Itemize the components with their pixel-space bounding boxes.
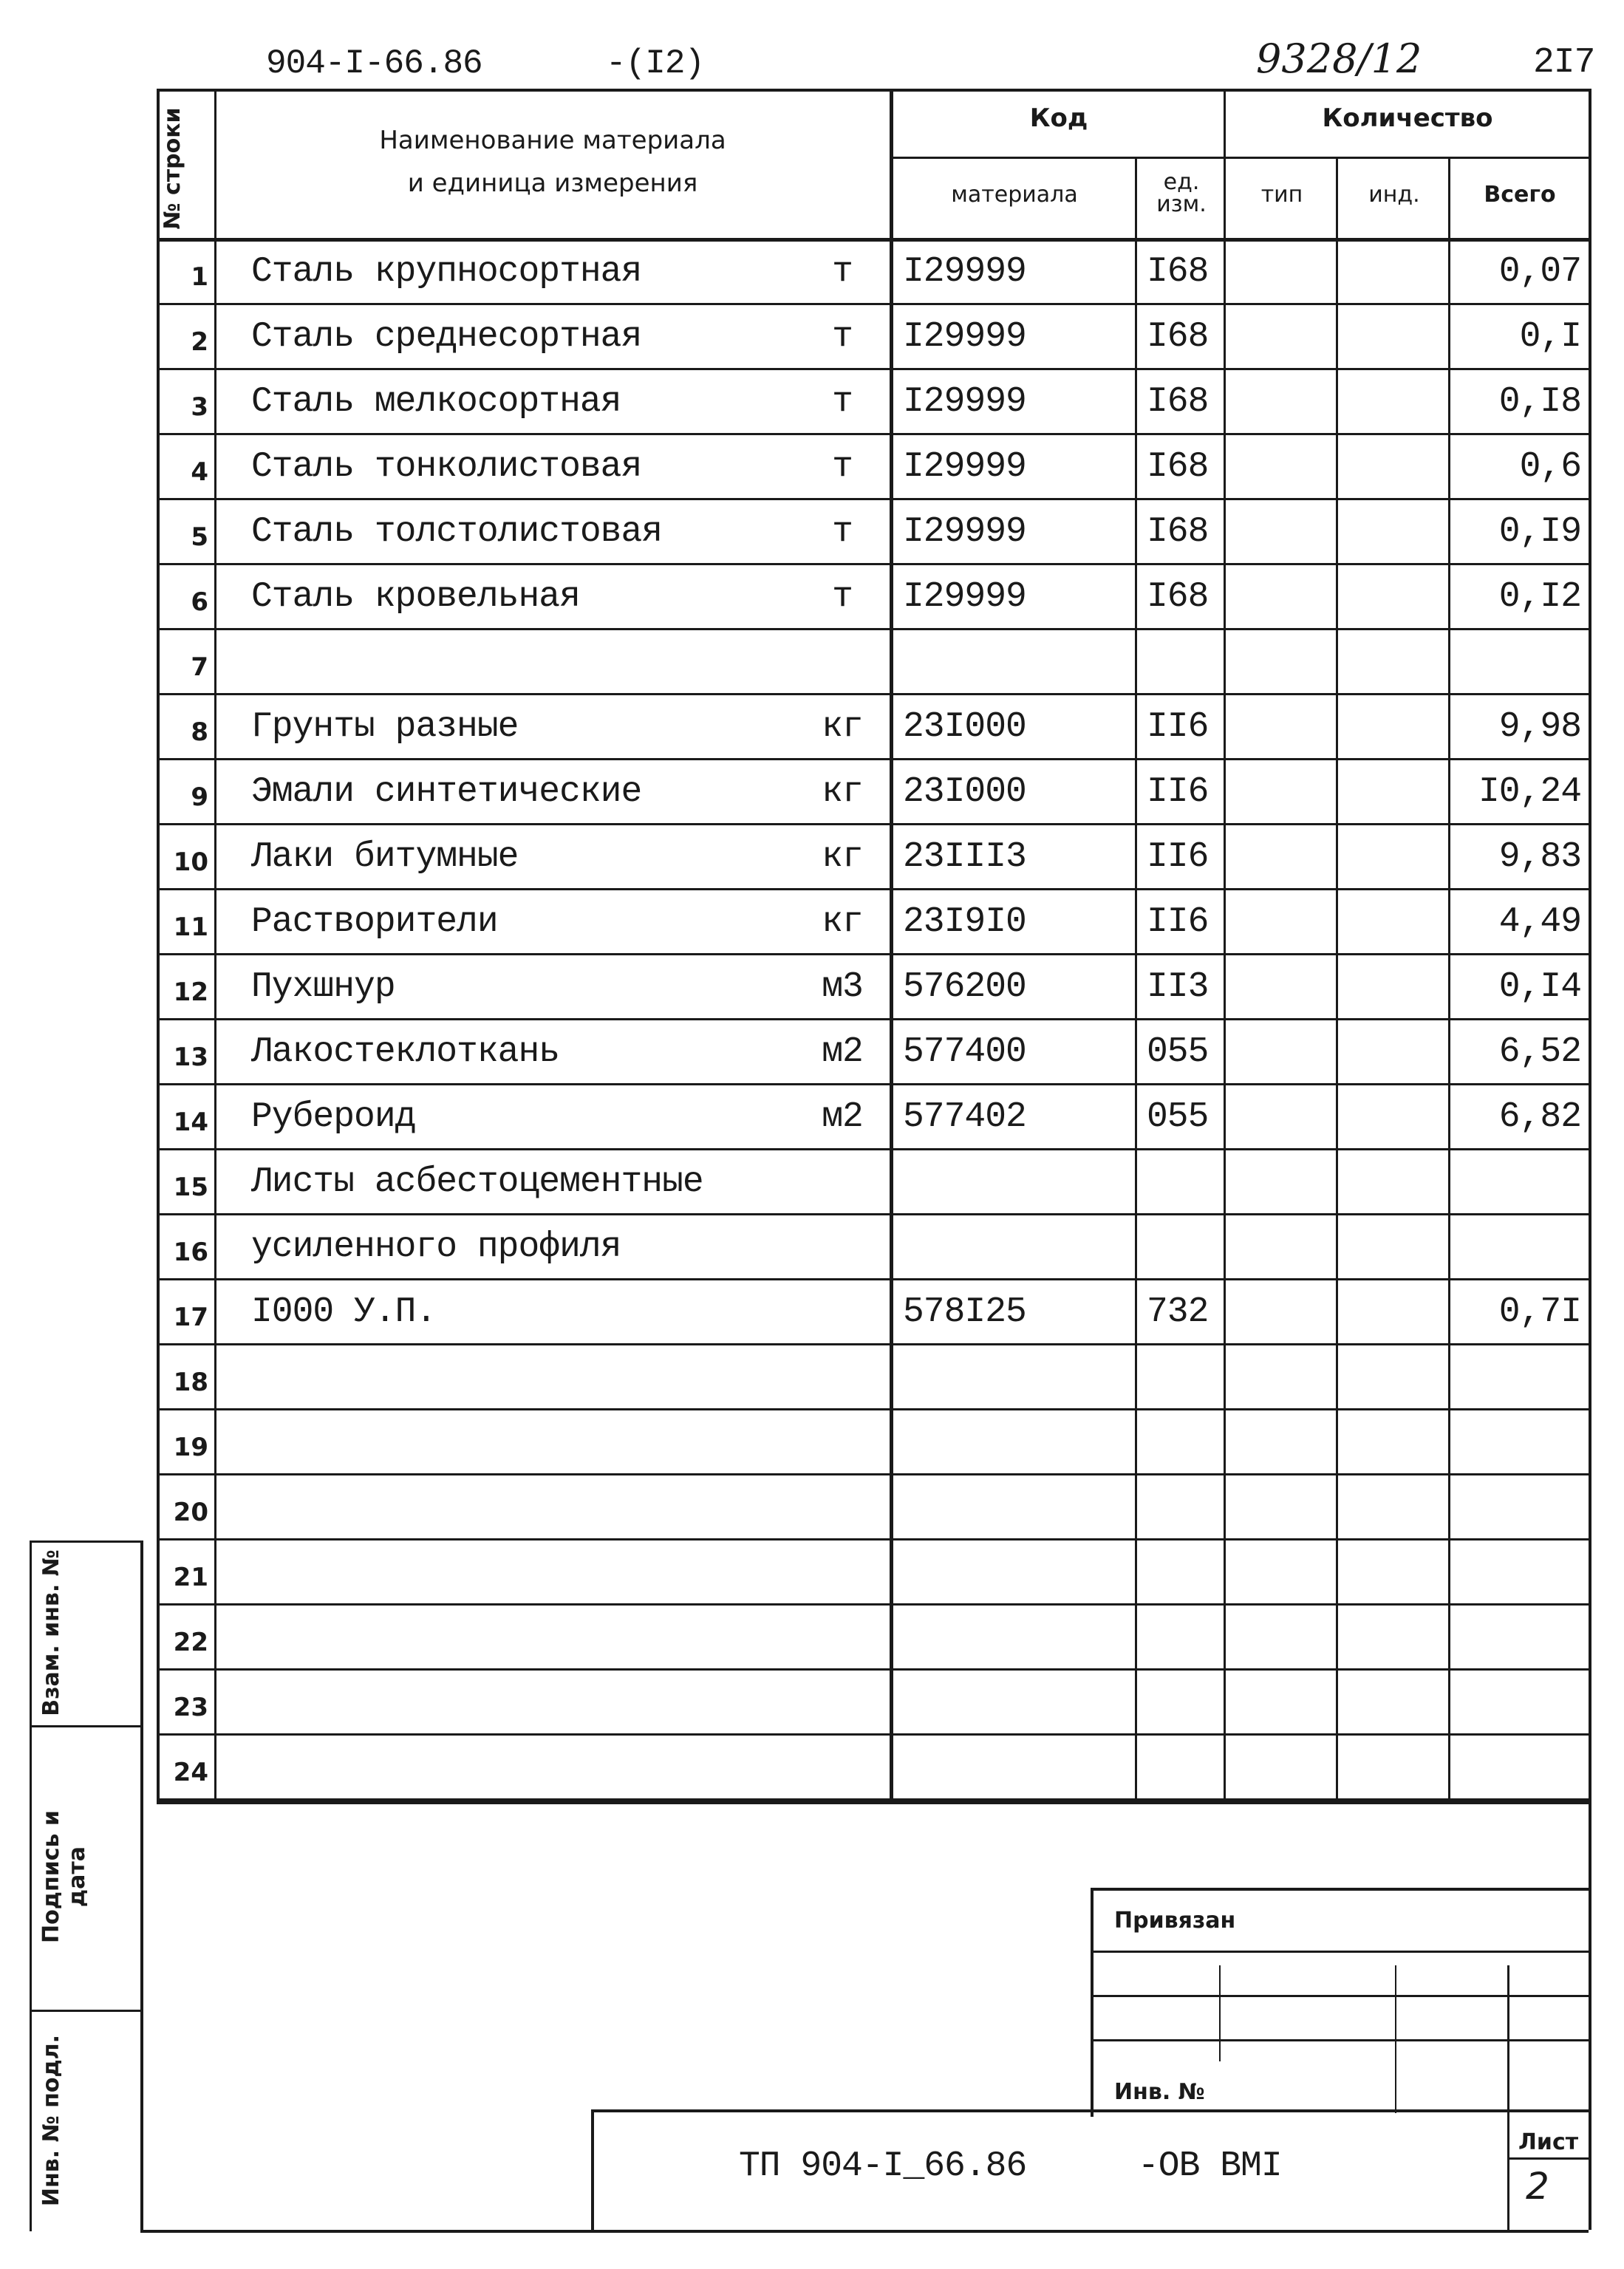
material-unit: т [832,382,853,422]
material-name: Листы асбестоцементные [251,1162,703,1202]
stamp-sub-vline [1219,1965,1221,2061]
unit-code: I68 [1147,512,1209,552]
row-number: 4 [191,457,208,487]
stamp-list-number: 2 [1526,2165,1549,2208]
material-unit: м2 [822,1097,863,1137]
row-number: 3 [191,392,208,422]
header-code: Код [1029,103,1088,133]
material-name: I000 У.П. [251,1292,437,1332]
material-unit: т [832,512,853,552]
header-name-line1: Наименование материала [379,126,726,155]
material-unit: м2 [822,1032,863,1072]
material-name: Сталь толстолистовая [251,512,663,552]
unit-code: 055 [1147,1032,1209,1072]
table-row [0,305,1624,370]
table-row [0,1280,1624,1345]
table-row [0,1020,1624,1085]
row-number: 24 [173,1758,208,1787]
row-number: 2 [191,327,208,357]
row-number: 10 [173,847,208,877]
row-number: 19 [173,1433,208,1462]
side-box-divider [30,2010,140,2012]
header-total: Всего [1484,182,1556,208]
stamp-line [1091,1951,1589,1953]
material-code: I29999 [903,317,1026,357]
page-number: 2I7 [1533,43,1595,83]
material-name: Лаки битумные [251,837,519,877]
stamp-list-label: Лист [1518,2129,1579,2155]
stamp-sub-vline [1395,1965,1396,2113]
row-number: 5 [191,522,208,552]
stamp-suffix: -ОВ ВМI [1138,2146,1282,2186]
row-number: 1 [191,262,208,292]
material-unit: т [832,447,853,487]
header-unit-line1: ед. [1163,169,1200,195]
unit-code: II3 [1147,967,1209,1007]
material-unit: кг [822,707,863,747]
material-code: 23I000 [903,707,1026,747]
material-name: Сталь кровельная [251,577,580,617]
table-row [0,955,1624,1020]
row-number: 17 [173,1303,208,1332]
page-right-border [1589,1801,1591,2230]
table-row [0,825,1624,890]
header-material: материала [951,182,1078,208]
header-unit-line2: изм. [1156,191,1207,217]
material-code: 577400 [903,1032,1026,1072]
table-row [0,1475,1624,1540]
quantity-total: 0,07 [1498,252,1581,292]
unit-code: I68 [1147,317,1209,357]
side-label-inv: Инв. № подл. [38,2034,64,2207]
header-type: тип [1260,182,1303,208]
header-name-line2: и единица измерения [407,168,698,198]
unit-code: II6 [1147,902,1209,942]
row-number: 16 [173,1238,208,1267]
stamp-title-top [591,2109,1589,2112]
material-name: Сталь мелкосортная [251,382,621,422]
material-unit: м3 [822,967,863,1007]
material-code: I29999 [903,382,1026,422]
material-unit: т [832,317,853,357]
side-label-vzam: Взам. инв. № [38,1549,64,1716]
row-number: 11 [173,912,208,942]
row-number: 9 [191,782,208,812]
table-row [0,565,1624,630]
unit-code: I68 [1147,577,1209,617]
material-name: Рубероид [251,1097,416,1137]
material-name: Сталь тонколистовая [251,447,642,487]
unit-code: II6 [1147,772,1209,812]
row-number: 18 [173,1368,208,1397]
material-unit: т [832,252,853,292]
quantity-total: I0,24 [1478,772,1581,812]
header-row-number: № строки [160,107,185,230]
material-name: Грунты разные [251,707,519,747]
quantity-total: 0,I9 [1498,512,1581,552]
unit-code: II6 [1147,707,1209,747]
row-number: 15 [173,1173,208,1202]
material-code: I29999 [903,252,1026,292]
material-code: 576200 [903,967,1026,1007]
row-number: 14 [173,1108,208,1137]
material-code: 23I000 [903,772,1026,812]
table-bottom-border [157,1801,1589,1804]
stamp-line [1091,1995,1589,1997]
quantity-total: 4,49 [1498,902,1581,942]
material-code: 578I25 [903,1292,1026,1332]
row-number: 23 [173,1693,208,1722]
unit-code: I68 [1147,447,1209,487]
material-name: Сталь крупносортная [251,252,642,292]
table-row [0,890,1624,955]
material-name: усиленного профиля [251,1227,621,1267]
material-name: Эмали синтетические [251,772,642,812]
stamp-top [1091,1888,1589,1891]
table-row [0,695,1624,760]
row-number: 8 [191,717,208,747]
unit-code: 055 [1147,1097,1209,1137]
table-row [0,435,1624,500]
stamp-title: ТП 904-I_66.86 [739,2146,1027,2186]
unit-code: 732 [1147,1292,1209,1332]
table-row [0,1410,1624,1475]
row-number: 21 [173,1563,208,1592]
header-ind: инд. [1368,182,1420,208]
material-code: I29999 [903,512,1026,552]
material-name: Сталь среднесортная [251,317,642,357]
header-sub-divider [893,157,1589,159]
stamp-list-vline [1507,1965,1509,2230]
row-number: 12 [173,977,208,1007]
material-name: Растворители [251,902,498,942]
stamp-line [1091,2039,1589,2041]
table-row [0,1540,1624,1606]
quantity-total: 9,83 [1498,837,1581,877]
page-bottom-border [140,2230,1589,2233]
handwritten-number: 9328/12 [1256,35,1422,82]
quantity-total: 0,7I [1498,1292,1581,1332]
material-unit: кг [822,837,863,877]
quantity-total: 6,52 [1498,1032,1581,1072]
material-name: Лакостеклоткань [251,1032,560,1072]
quantity-total: 9,98 [1498,707,1581,747]
row-number: 13 [173,1043,208,1072]
table-row [0,1150,1624,1215]
stamp-title-left [591,2109,594,2230]
unit-code: I68 [1147,252,1209,292]
material-name: Пухшнур [251,967,395,1007]
stamp-inv-no: Инв. № [1114,2079,1205,2105]
table-row [0,500,1624,565]
row-number: 22 [173,1628,208,1657]
material-code: 23III3 [903,837,1026,877]
document-suffix: -(I2) [606,44,705,83]
stamp-list-divider [1507,2157,1589,2160]
table-row [0,370,1624,435]
table-row [0,1671,1624,1736]
material-unit: т [832,577,853,617]
table-top-border [157,89,1589,92]
table-row [0,1606,1624,1671]
material-code: I29999 [903,577,1026,617]
stamp-left [1091,1888,1094,2117]
quantity-total: 6,82 [1498,1097,1581,1137]
row-number: 6 [191,587,208,617]
quantity-total: 0,I2 [1498,577,1581,617]
unit-code: I68 [1147,382,1209,422]
material-unit: кг [822,772,863,812]
header-quantity: Количество [1322,103,1493,133]
unit-code: II6 [1147,837,1209,877]
quantity-total: 0,I [1519,317,1581,357]
quantity-total: 0,I8 [1498,382,1581,422]
header-unit [1138,171,1225,216]
table-row [0,240,1624,305]
material-code: 577402 [903,1097,1026,1137]
table-row [0,1085,1624,1150]
document-code: 904-I-66.86 [266,44,482,83]
table-row [0,1215,1624,1280]
material-code: I29999 [903,447,1026,487]
table-row [0,1345,1624,1410]
row-number: 7 [191,652,208,682]
table-row [0,1736,1624,1801]
side-label-podpis: Подпись и дата [38,1810,90,1943]
material-code: 23I9I0 [903,902,1026,942]
stamp-privyazan: Привязан [1114,1908,1236,1934]
material-unit: кг [822,902,863,942]
row-number: 20 [173,1498,208,1527]
table-row [0,760,1624,825]
table-row [0,630,1624,695]
quantity-total: 0,I4 [1498,967,1581,1007]
quantity-total: 0,6 [1519,447,1581,487]
